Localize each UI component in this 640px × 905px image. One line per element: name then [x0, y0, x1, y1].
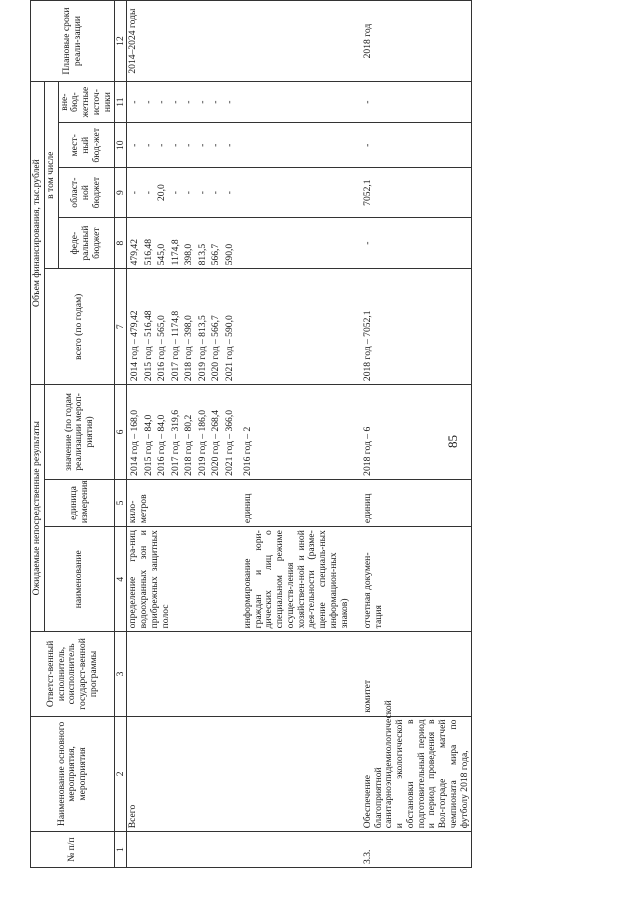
regional-line: - — [210, 191, 222, 195]
total-line: 2017 год – 1174,8 — [169, 310, 181, 382]
header-name: Наименование основного мероприятия, мероприятия — [31, 716, 115, 832]
header-executor: Ответст-венный исполнитель, соисполнитель государст-венной программы — [31, 632, 115, 716]
row-3-3-unit: единиц — [362, 479, 472, 526]
row-3-3-value: 2018 год – 6 — [362, 385, 472, 480]
col-num-6: 6 — [115, 385, 127, 480]
local-line: - — [156, 143, 168, 147]
row-3-3-num: 3.3. — [362, 832, 472, 868]
header-including: в том числе — [45, 82, 59, 269]
header-result-name: наименование — [45, 527, 115, 632]
header-federal: феде-ральный бюджет — [58, 217, 115, 269]
regional-line: - — [183, 191, 195, 195]
extra-line: - — [210, 100, 222, 104]
extra-line: - — [196, 100, 208, 104]
row-3-3-executor: комитет — [362, 632, 472, 716]
regional-line: - — [223, 191, 235, 195]
col-num-12: 12 — [115, 1, 127, 82]
extra-line: - — [169, 100, 181, 104]
federal-line: 1174,8 — [169, 239, 181, 266]
value-line: 2018 год – 80,2 — [183, 414, 195, 476]
regional-line: 20,0 — [156, 184, 168, 202]
header-regional: област-ной бюджет — [58, 168, 115, 217]
col-num-2: 2 — [115, 716, 127, 832]
header-local: мест-ный бюд-жет — [58, 123, 115, 168]
total-line: 2021 год – 590,0 — [223, 315, 235, 382]
federal-line: 813,5 — [196, 243, 208, 266]
total-row-info — [242, 1, 362, 868]
local-line: - — [183, 143, 195, 147]
value-line: 2016 год – 84,0 — [156, 414, 168, 476]
federal-line: 479,42 — [129, 238, 141, 266]
row-3-3-regional: 7052,1 — [362, 168, 472, 217]
local-line: - — [142, 143, 154, 147]
total-result-unit-2: единиц — [242, 479, 362, 526]
regional-line: - — [169, 191, 181, 195]
col-num-5: 5 — [115, 479, 127, 526]
total-line: 2019 год – 813,5 — [196, 315, 208, 382]
header-results-group: Ожидаемые непосредственные результаты — [31, 385, 45, 632]
col-num-7: 7 — [115, 269, 127, 385]
total-local — [127, 123, 242, 168]
extra-line: - — [183, 100, 195, 104]
local-line: - — [129, 143, 141, 147]
row-3-3-name: Обеспечение благоприятной санитарноэпидемиологической и экологической обстановки в подготовительный период и период проведения в Вол-гограде матчей чемпионата мира по футболу 2018 года, — [362, 716, 472, 832]
total-finance-by-years — [127, 269, 242, 385]
row-3-3-total: 2018 год – 7052,1 — [362, 269, 472, 385]
value-line: 2015 год – 84,0 — [142, 414, 154, 476]
extra-line: - — [129, 100, 141, 104]
header-total: всего (по годам) — [45, 269, 115, 385]
col-num-3: 3 — [115, 632, 127, 716]
value-line: 2019 год – 186,0 — [196, 409, 208, 476]
local-line: - — [223, 143, 235, 147]
total-result-values — [127, 385, 242, 480]
federal-line: 566,7 — [210, 243, 222, 266]
regional-line: - — [129, 191, 141, 195]
total-line: 2016 год – 565,0 — [156, 315, 168, 382]
total-label: Всего — [127, 716, 242, 832]
header-row-1 — [31, 1, 45, 868]
extra-line: - — [142, 100, 154, 104]
row-3-3-federal: - — [362, 217, 472, 269]
total-line: 2014 год – 479,42 — [129, 310, 141, 382]
total-result-unit: кило-метров — [127, 479, 242, 526]
local-line: - — [210, 143, 222, 147]
program-table — [30, 0, 472, 868]
local-line: - — [169, 143, 181, 147]
federal-line: 398,0 — [183, 243, 195, 266]
header-result-value: значение (по годам реализации мероп-риятия) — [45, 385, 115, 480]
row-3-3-result-name: отчетная докумен-тация — [362, 527, 472, 632]
header-result-unit: единица измерения — [45, 479, 115, 526]
col-num-9: 9 — [115, 168, 127, 217]
col-num-4: 4 — [115, 527, 127, 632]
row-3-3 — [362, 1, 472, 868]
value-line: 2020 год – 268,4 — [210, 409, 222, 476]
local-line: - — [196, 143, 208, 147]
federal-line: 545,0 — [156, 243, 168, 266]
total-result-value-2: 2016 год – 2 — [242, 385, 362, 480]
value-line: 2017 год – 319,6 — [169, 409, 181, 476]
total-federal — [127, 217, 242, 269]
row-3-3-local: - — [362, 123, 472, 168]
row-3-3-extra: - — [362, 82, 472, 123]
total-extra — [127, 82, 242, 123]
col-num-11: 11 — [115, 82, 127, 123]
col-num-8: 8 — [115, 217, 127, 269]
total-result-name: определение гра-ниц водоохранных зон и прибрежных защитных полос — [127, 527, 242, 632]
total-regional — [127, 168, 242, 217]
header-finance-group: Объем финансирования, тыс.рублей — [31, 82, 45, 385]
total-line: 2020 год – 566,7 — [210, 315, 222, 382]
total-line: 2015 год – 516,48 — [142, 310, 154, 382]
total-terms: 2014–2024 годы — [127, 1, 242, 82]
column-numbers-row — [115, 1, 127, 868]
page-number: 85 — [445, 435, 460, 448]
total-row — [127, 1, 242, 868]
col-num-10: 10 — [115, 123, 127, 168]
header-extra: вне-бюд-жетные источ-ники — [58, 82, 115, 123]
regional-line: - — [196, 191, 208, 195]
federal-line: 590,0 — [223, 243, 235, 266]
regional-line: - — [142, 191, 154, 195]
header-terms: Плановые сроки реали-зации — [31, 1, 115, 82]
header-num: № п/п — [31, 832, 115, 868]
federal-line: 516,48 — [142, 238, 154, 266]
extra-line: - — [156, 100, 168, 104]
extra-line: - — [223, 100, 235, 104]
value-line: 2021 год – 366,0 — [223, 409, 235, 476]
value-line: 2014 год – 168,0 — [129, 409, 141, 476]
col-num-1: 1 — [115, 832, 127, 868]
total-line: 2018 год – 398,0 — [183, 315, 195, 382]
row-3-3-terms: 2018 год — [362, 1, 472, 82]
total-result-name-2: информирование граждан и юри-дических лиц о специальном режиме осуществ-ления хозяйствен-ной и иной дея-тельности (разме-щение специаль-ных информацион-ных знаков) — [242, 527, 362, 632]
